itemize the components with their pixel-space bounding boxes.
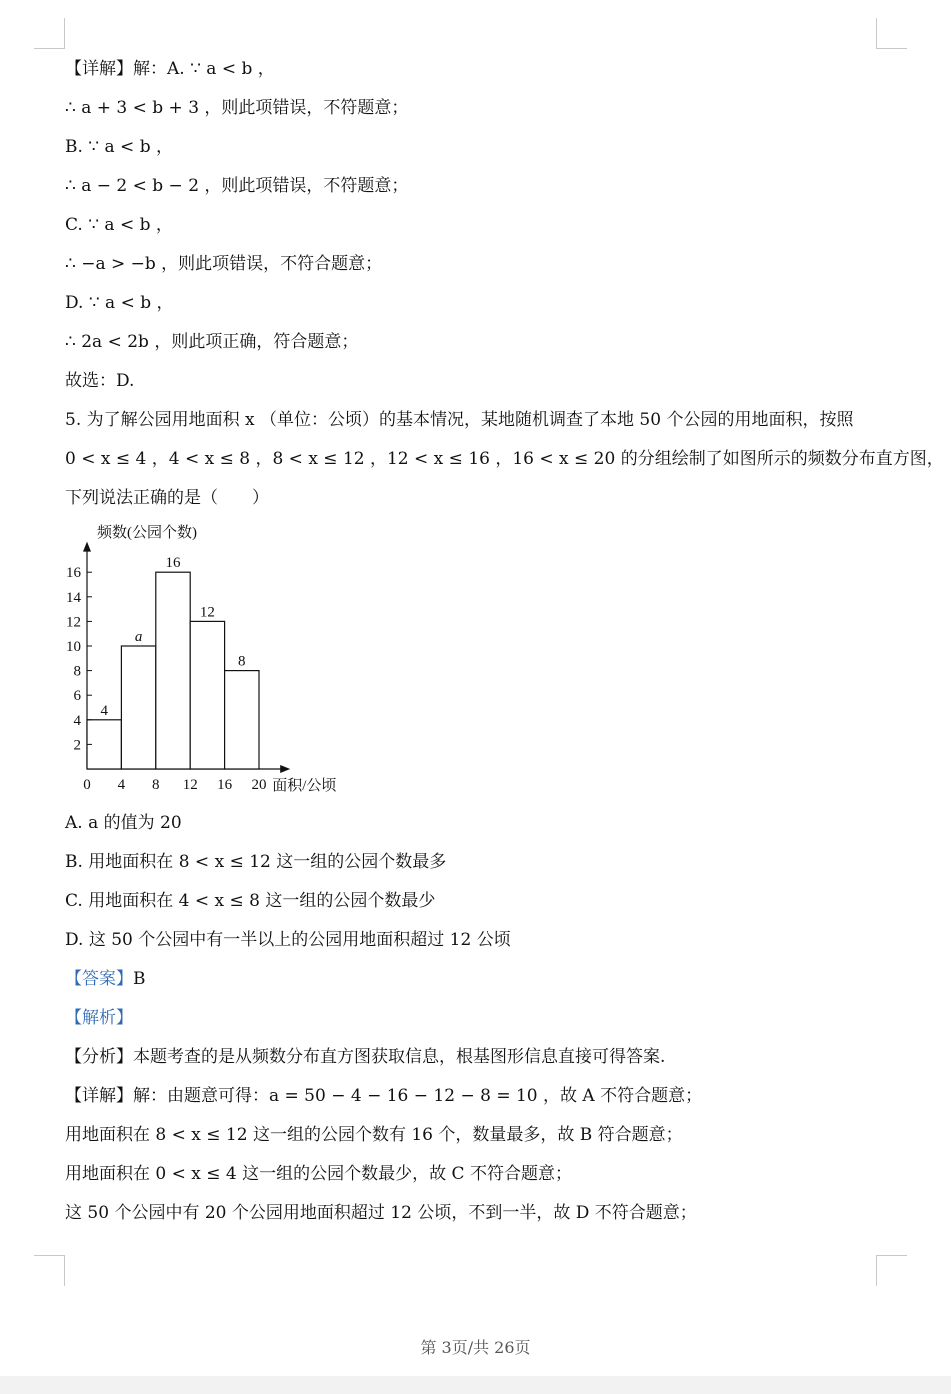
y-tick-label: 10 — [66, 639, 81, 655]
y-axis-label: 频数(公园个数) — [97, 525, 197, 541]
solution-line-8: ∴ 2a < 2b ，则此项正确，符合题意； — [65, 332, 359, 352]
answer-line — [65, 968, 146, 990]
x-tick-label: 16 — [217, 777, 233, 793]
x-axis-arrow — [280, 765, 290, 773]
x-tick-label: 0 — [83, 777, 91, 793]
question-line-2: 0 < x ≤ 4 ，4 < x ≤ 8 ，8 < x ≤ 12 ，12 < x ≤ 16 ，16 < x ≤ 20 的分组绘制了如图所示的频数分布直方图， — [65, 449, 944, 469]
y-tick-label: 14 — [66, 589, 81, 606]
y-axis-arrow — [83, 542, 91, 552]
crop-mark-bottom-right — [876, 1255, 907, 1286]
option-b: B. 用地面积在 8 < x ≤ 12 这一组的公园个数最多 — [65, 852, 447, 872]
analysis-line-3: 用地面积在 8 < x ≤ 12 这一组的公园个数有 16 个，数量最多，故 B 符合题意； — [65, 1125, 683, 1145]
question-line-3: 下列说法正确的是（ ） — [65, 488, 269, 508]
bar-label: 12 — [199, 604, 215, 621]
analysis-line-2: 【详解】解：由题意可得：a = 50 − 4 − 16 − 12 − 8 = 10 ，故 A 不符合题意； — [65, 1086, 703, 1106]
crop-mark-bottom-left — [34, 1255, 65, 1286]
y-tick-label: 2 — [73, 737, 81, 754]
histogram-bar — [156, 572, 190, 769]
x-tick-label: 20 — [251, 777, 267, 793]
option-d: D. 这 50 个公园中有一半以上的公园用地面积超过 12 公顷 — [65, 930, 511, 950]
solution-line-2: ∴ a + 3 < b + 3 ，则此项错误，不符题意； — [65, 98, 409, 118]
crop-mark-top-left — [34, 18, 65, 49]
histogram-bar — [121, 646, 155, 769]
solution-line-9: 故选：D. — [65, 371, 135, 391]
histogram-bar — [87, 720, 121, 769]
histogram-bar — [225, 671, 259, 769]
y-tick-label: 16 — [66, 565, 81, 582]
solution-line-6: ∴ −a > −b ，则此项错误，不符合题意； — [65, 254, 383, 274]
analysis-line-1: 【分析】本题考查的是从频数分布直方图获取信息，根基图形信息直接可得答案. — [65, 1047, 666, 1067]
option-c: C. 用地面积在 4 < x ≤ 8 这一组的公园个数最少 — [65, 891, 436, 911]
answer-value: B — [133, 969, 146, 989]
histogram-chart — [60, 520, 370, 800]
solution-line-7: D. ∵ a < b ， — [65, 293, 174, 313]
analysis-label: 【解析】 — [65, 1008, 133, 1028]
bar-label: 16 — [165, 555, 181, 572]
solution-line-3: B. ∵ a < b ， — [65, 137, 173, 157]
analysis-line-4: 用地面积在 0 < x ≤ 4 这一组的公园个数最少，故 C 不符合题意； — [65, 1164, 572, 1184]
option-a: A. a 的值为 20 — [65, 813, 182, 833]
bar-label: 4 — [100, 702, 108, 719]
histogram-bar — [190, 621, 224, 769]
y-tick-label: 4 — [73, 712, 81, 729]
solution-line-5: C. ∵ a < b ， — [65, 215, 173, 235]
y-tick-label: 8 — [73, 663, 81, 680]
x-tick-label: 12 — [182, 777, 198, 793]
x-axis-label: 面积/公顷 — [272, 778, 337, 794]
page-footer: 第 3页/共 26页 — [420, 1338, 531, 1357]
x-tick-label: 4 — [117, 777, 126, 793]
solution-line-4: ∴ a − 2 < b − 2 ，则此项错误，不符题意； — [65, 176, 409, 196]
y-tick-label: 6 — [73, 688, 81, 705]
analysis-line-5: 这 50 个公园中有 20 个公园用地面积超过 12 公顷，不到一半，故 D 不符合题意； — [65, 1203, 697, 1223]
solution-line-1: 【详解】解：A. ∵ a < b ， — [65, 59, 275, 79]
bar-label: 8 — [238, 653, 246, 670]
question-line-1: 5. 为了解公园用地面积 x （单位：公顷）的基本情况，某地随机调查了本地 50 个公园的用地面积，按照 — [65, 410, 854, 430]
x-tick-label: 8 — [152, 777, 160, 793]
bar-label: a — [134, 629, 143, 645]
answer-label: 【答案】 — [65, 969, 133, 989]
crop-mark-top-right — [876, 18, 907, 49]
y-tick-label: 12 — [66, 614, 81, 631]
